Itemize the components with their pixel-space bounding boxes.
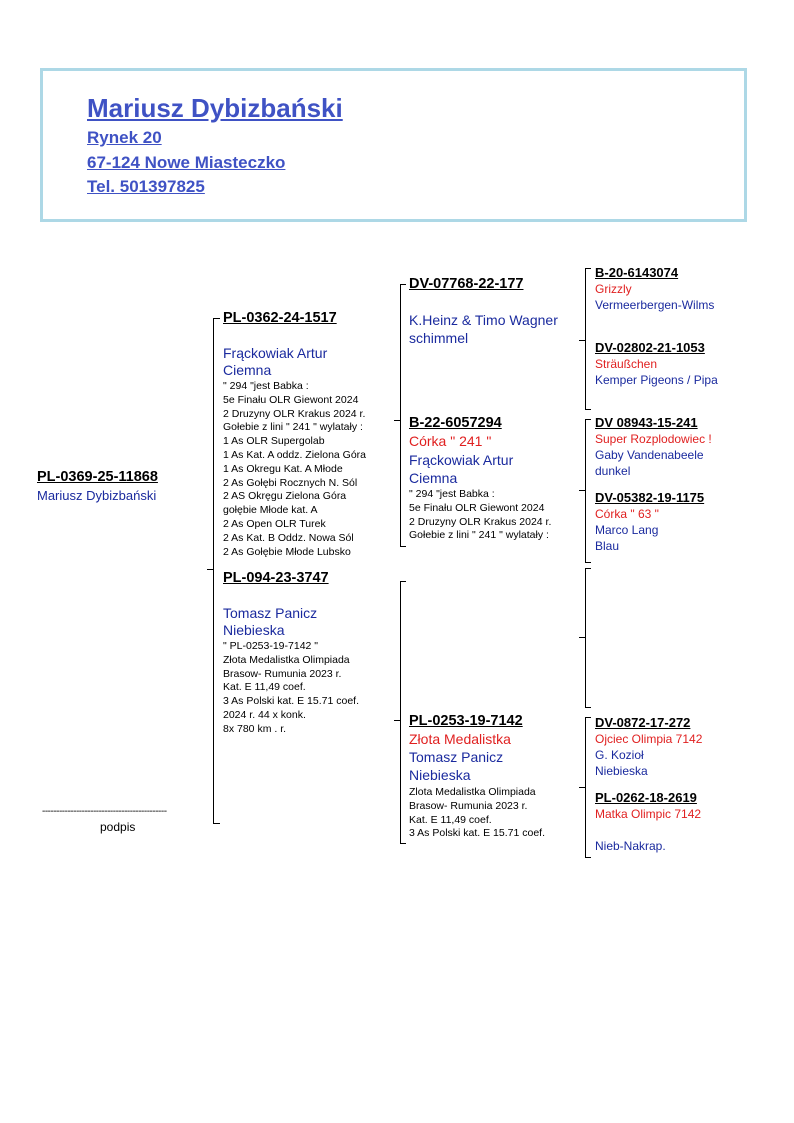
bracket-dam-vertical [400,581,401,844]
bracket-gg-d-bottom [585,857,591,858]
sire-dam-color: Ciemna [409,470,458,486]
bracket-gg-d-stub [579,787,586,788]
gg2-name: Sträußchen [595,357,658,371]
subject-owner: Mariusz Dybizbański [37,488,157,503]
sire-dam-notes [409,488,551,543]
gg8-name: Matka Olimpic 7142 [595,807,702,821]
gg4-name: Córka " 63 " [595,507,659,521]
note-line: 2 As Gołębie Młode Lubsko [223,545,351,558]
sire-sire-breeder: K.Heinz & Timo Wagner [409,312,558,328]
bracket-dam-stub [394,720,401,721]
note-line: Brasow- Rumunia 2023 r. [409,799,528,812]
note-line: gołębie Młode kat. A [223,504,318,517]
bracket-gg-b-bottom [585,562,591,563]
sire-sire-ring: DV-07768-22-177 [409,276,524,292]
signature-label: podpis [100,820,136,834]
bracket-sire-stub [394,420,401,421]
bracket-gen1-vertical [213,318,214,824]
bracket-dam-bottom [400,843,406,844]
gg4-breeder: Marco Lang [595,523,659,537]
dam-ring: PL-094-23-3747 [223,570,329,586]
breeder-header [40,68,747,222]
gg2-breeder: Kemper Pigeons / Pipa [595,373,718,387]
bracket-gg-b-vertical [585,419,586,563]
gg1-breeder: Vermeerbergen-Wilms [595,298,715,312]
note-line: Kat. E 11,49 coef. [409,813,492,826]
bracket-gg-c-bottom [585,707,591,708]
dam-dam-breeder: Tomasz Panicz [409,749,504,765]
note-line: 2 Druzyny OLR Krakus 2024 r. [409,515,552,528]
bracket-gg-a-bottom [585,409,591,410]
subject-ring: PL-0369-25-11868 [37,469,158,485]
note-line: 3 As Polski kat. E 15.71 coef. [409,827,545,840]
bracket-gg-b-stub [579,490,586,491]
gg3-breeder: Gaby Vandenabeele [595,448,704,462]
sire-dam-breeder: Frąckowiak Artur [409,452,514,468]
note-line: 1 As OLR Supergolab [223,435,325,448]
note-line: 5e Finału OLR Giewont 2024 [409,501,545,514]
sire-color: Ciemna [223,362,272,378]
note-line: 2 As Gołębi Rocznych N. Sól [223,476,358,489]
dam-breeder: Tomasz Panicz [223,605,318,621]
breeder-name: Mariusz Dybizbański [87,93,343,123]
bracket-gg-a-top [585,268,591,269]
gg3-color: dunkel [595,464,631,478]
sire-ring: PL-0362-24-1517 [223,310,337,326]
note-line: Gołebie z lini " 241 " wylatały : [409,529,549,542]
dam-dam-notes [409,786,545,841]
note-line: 1 As Okregu Kat. A Młode [223,462,343,475]
note-line: Zlota Medalistka Olimpiada [409,786,536,798]
gg8-ring: PL-0262-18-2619 [595,790,697,805]
note-line: 5e Finału OLR Giewont 2024 [223,393,359,406]
sire-dam-name: Córka " 241 " [409,433,492,449]
bracket-gg-c-vertical [585,568,586,708]
note-line: Brasow- Rumunia 2023 r. [223,667,342,680]
sire-sire-color: schimmel [409,330,469,346]
bracket-sire-bottom [400,546,406,547]
note-line: " 294 "jest Babka : [409,488,495,500]
dam-dam-ring: PL-0253-19-7142 [409,713,523,729]
bracket-sire-vertical [400,284,401,547]
gg7-color: Niebieska [595,764,648,778]
note-line: 2 AS Okręgu Zielona Góra [223,490,347,503]
bracket-gen1-stub [207,569,214,570]
dam-dam-name: Złota Medalistka [409,731,511,747]
bracket-sire-top [400,284,406,285]
note-line: 2 As Open OLR Turek [223,517,326,530]
dam-notes [223,640,359,737]
sire-notes [223,380,366,559]
note-line: 2 Druzyny OLR Krakus 2024 r. [223,407,366,420]
gg2-ring: DV-02802-21-1053 [595,340,705,355]
bracket-gg-a-stub [579,340,586,341]
dam-color: Niebieska [223,622,285,638]
gg8-color: Nieb-Nakrap. [595,839,666,853]
gg7-breeder: G. Kozioł [595,748,644,762]
bracket-gg-c-top [585,568,591,569]
gg7-ring: DV-0872-17-272 [595,715,691,730]
note-line: 2024 r. 44 x konk. [223,708,306,721]
breeder-city: 67-124 Nowe Miasteczko [87,153,286,172]
note-line: 2 As Kat. B Oddz. Nowa Sól [223,531,354,544]
gg7-name: Ojciec Olimpia 7142 [595,732,703,746]
signature-line: -------------------------------------------- [42,806,167,817]
gg4-ring: DV-05382-19-1175 [595,490,705,505]
bracket-gg-c-stub [579,637,586,638]
bracket-gen1-top [213,318,220,319]
gg1-name: Grizzly [595,282,632,296]
dam-dam-color: Niebieska [409,767,471,783]
bracket-gen1-bottom [213,823,220,824]
bracket-gg-d-top [585,717,591,718]
note-line: Złota Medalistka Olimpiada [223,653,350,666]
breeder-phone: Tel. 501397825 [87,177,205,196]
note-line: " 294 "jest Babka : [223,380,309,392]
gg4-color: Blau [595,539,620,553]
note-line: Gołebie z lini " 241 " wylatały : [223,421,363,434]
note-line: 3 As Polski kat. E 15.71 coef. [223,695,359,708]
sire-dam-ring: B-22-6057294 [409,415,502,431]
bracket-gg-b-top [585,419,591,420]
note-line: 1 As Kat. A oddz. Zielona Góra [223,448,367,461]
breeder-street: Rynek 20 [87,128,162,147]
note-line: Kat. E 11,49 coef. [223,681,306,694]
gg1-ring: B-20-6143074 [595,265,679,280]
note-line: 8x 780 km . r. [223,722,287,735]
sire-breeder: Frąckowiak Artur [223,345,328,361]
gg3-ring: DV 08943-15-241 [595,415,698,430]
bracket-dam-top [400,581,406,582]
note-line: " PL-0253-19-7142 " [223,640,319,652]
bracket-gg-a-vertical [585,268,586,410]
gg3-name: Super Rozplodowiec ! [595,432,712,446]
